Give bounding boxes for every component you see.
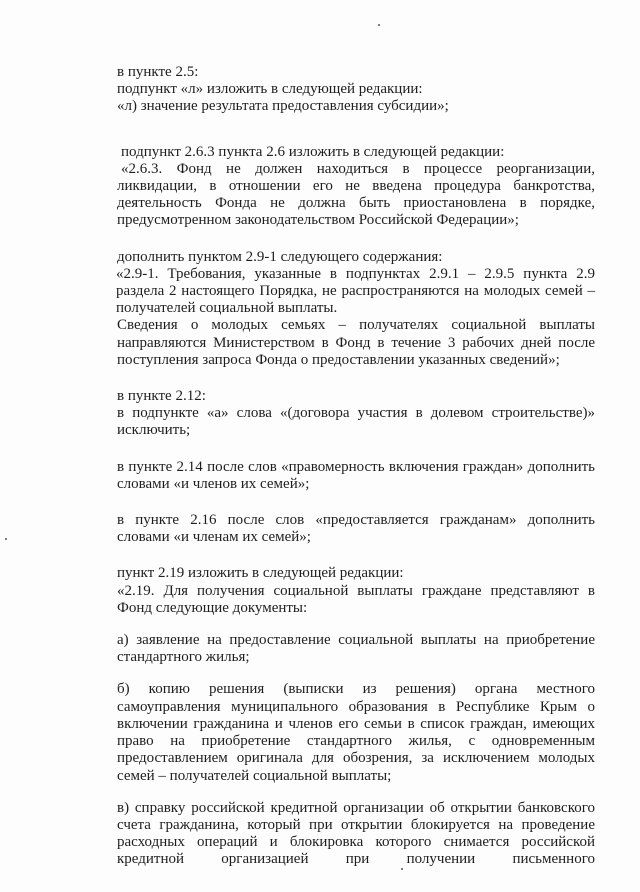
amendment-paragraph: «2.19. Для получения социальной выплаты граждане представляют в Фонд следующие документы: <box>117 582 595 616</box>
text-line: подпункт «л» изложить в следующей редакции: <box>117 81 423 98</box>
scan-speck <box>5 538 7 540</box>
text-line: подпункт 2.6.3 пункта 2.6 изложить в следующей редакции: <box>121 143 505 160</box>
amendment-paragraph: Сведения о молодых семьях – получателях социальной выплаты направляются Министерством в Фонд в течение 3 рабочих дней после поступления запроса Фонда о предоставлении указанных сведений»; <box>117 317 595 368</box>
text-line: в пункте 2.5: <box>117 64 199 80</box>
document-body <box>117 64 595 869</box>
amendment-paragraph: в пункте 2.14 после слов «правомерность включения граждан» дополнить словами «и членов их семей»; <box>117 458 595 492</box>
amendment-paragraph: «2.9-1. Требования, указанные в подпунктах 2.9.1 – 2.9.5 пункта 2.9 раздела 2 настоящего Порядка, не распространяются на молодых семей – получателей социальной выплаты. <box>116 265 595 317</box>
list-item-a: а) заявление на предоставление социальной выплаты на приобретение стандартного жилья; <box>117 632 595 666</box>
amendment-paragraph: в подпункте «а» слова «(договора участия в долевом строительстве)» исключить; <box>117 405 595 439</box>
amendment-paragraph: «2.6.3. Фонд не должен находиться в процессе реорганизации, ликвидации, в отношении его не введена процедура банкротства, деятельность Фонда не должна быть приостановлена в порядке, предусмотренном законодательством Российской Федерации»; <box>117 160 595 229</box>
list-item-v: в) справку российской кредитной организации об открытии банковского счета гражданина, который при открытии блокируется на проведение расходных операций и блокировка которого снимается российской кредитной организацией при получении письменного <box>117 799 595 868</box>
list-item-b: б) копию решения (выписки из решения) органа местного самоуправления муниципального образования в Республике Крым о включении гражданина и членов его семьи в список граждан, имеющих право на приобретение стандартного жилья, с одновременным предоставлением оригинала для обозрения, за исключением молодых семей – получателей социальной выплаты; <box>117 681 595 784</box>
text-line: «л) значение результата предоставления субсидии»; <box>117 98 449 115</box>
text-line: пункт 2.19 изложить в следующей редакции: <box>117 565 404 582</box>
amendment-paragraph: в пункте 2.16 после слов «предоставляется гражданам» дополнить словами «и членам их семей»; <box>117 512 595 546</box>
text-line: дополнить пунктом 2.9-1 следующего содержания: <box>117 248 443 265</box>
scan-speck <box>378 24 380 26</box>
text-line: в пункте 2.12: <box>117 388 206 405</box>
